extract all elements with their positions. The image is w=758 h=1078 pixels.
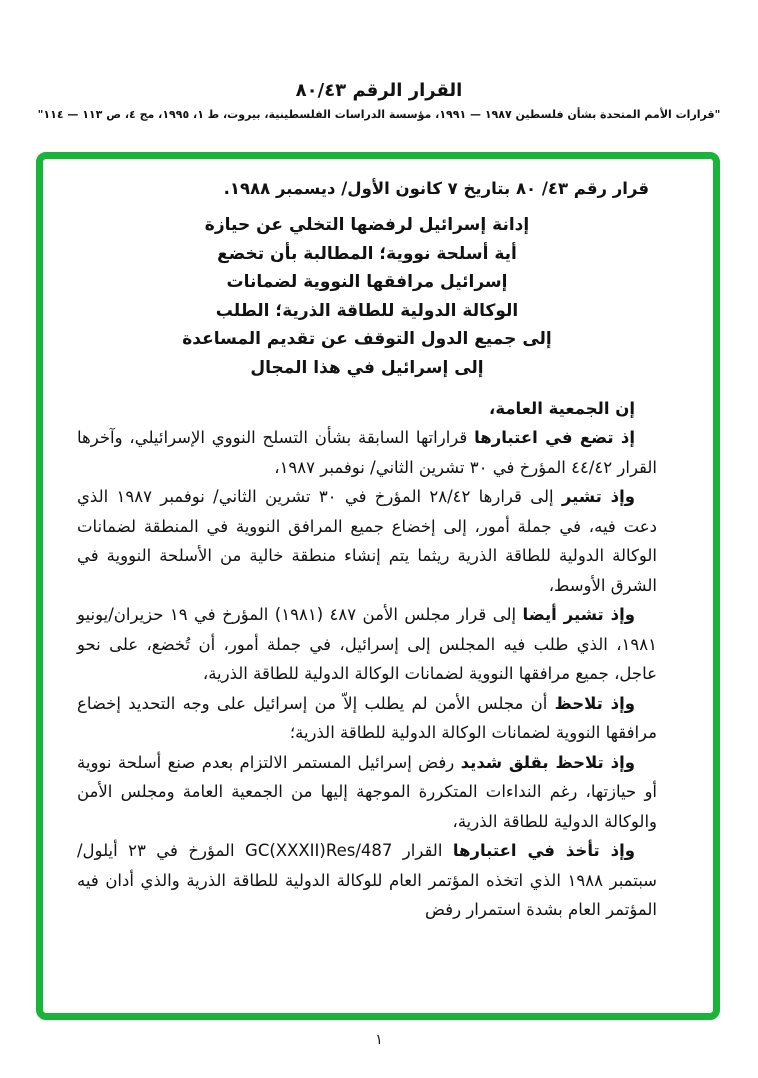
heading-line: إسرائيل مرافقها النووية لضمانات (226, 272, 508, 292)
resolution-box (36, 152, 720, 1020)
preamble-paragraph (77, 423, 657, 482)
resolution-date-line: قرار رقم ٤٣/ ٨٠ بتاريخ ٧ كانون الأول/ ديسمبر ١٩٨٨. (223, 179, 649, 198)
preamble-paragraph (77, 600, 657, 689)
resolution-heading (77, 211, 657, 382)
preamble-paragraph (77, 836, 657, 925)
paragraph-lead: وإذ تأخذ في اعتبارها (452, 841, 635, 860)
preamble-paragraph (77, 689, 657, 748)
heading-line: الوكالة الدولية للطاقة الذرية؛ الطلب (215, 300, 519, 321)
preamble-paragraph (77, 482, 657, 600)
paragraph-body: قراراتها السابقة بشأن التسلح النووي الإسرائيلي، وآخرها القرار ٤٤/٤٢ المؤرخ في ٣٠ تشرين الثاني/ نوفمبر ١٩٨٧، (77, 428, 657, 477)
heading-line: إلى جميع الدول التوقف عن تقديم المساعدة (182, 329, 552, 349)
heading-line: أية أسلحة نووية؛ المطالبة بأن تخضع (217, 243, 517, 264)
paragraph-lead: وإذ تلاحظ (554, 693, 635, 713)
paragraph-body: إلى قرارها ٢٨/٤٢ المؤرخ في ٣٠ تشرين الثاني/ نوفمبر ١٩٨٧ الذي دعت فيه، في جملة أمور، إلى إخضاع جميع المرافق النووية في المنطقة لضمانات الوكالة الدولية للطاقة الذرية ريثما يتم إنشاء منطقة خالية من الأسلحة النووية في الشرق الأوسط، (77, 487, 657, 595)
paragraph-lead: إذ تضع في اعتبارها (474, 428, 636, 447)
preamble-paragraph (77, 748, 657, 837)
paragraph-body: إلى قرار مجلس الأمن ٤٨٧ (١٩٨١) المؤرخ في ١٩ حزيران/يونيو ١٩٨١، الذي طلب فيه المجلس إلى إسرائيل، في جملة أمور، أن تُخضع، على نحو عاجل، جميع مرافقها النووية لضمانات الوكالة الدولية للطاقة الذرية، (77, 605, 657, 683)
page-number: ١ (375, 1032, 383, 1048)
document-header (0, 80, 758, 121)
paragraph-body: القرار GC(XXXII)Res/487 المؤرخ في ٢٣ أيلول/سبتمبر ١٩٨٨ الذي اتخذه المؤتمر العام للوكالة الدولية للطاقة الذرية والذي أدان فيه المؤتمر العام بشدة استمرار رفض (77, 841, 657, 919)
paragraph-lead: وإذ تشير أيضا (522, 605, 635, 624)
paragraph-lead: وإذ تشير (561, 487, 636, 506)
page-title: القرار الرقم ٨٠/٤٣ (295, 80, 463, 101)
source-citation: "قرارات الأمم المتحدة بشأن فلسطين ١٩٨٧ — ١٩٩١، مؤسسة الدراسات الفلسطينية، بيروت، ط ١، ١٩٩٥، مج ٤، ص ١١٣ — ١١٤" (37, 108, 721, 121)
resolution-opening: إن الجمعية العامة، (489, 399, 635, 418)
heading-line: إدانة إسرائيل لرفضها التخلي عن حيازة (204, 215, 530, 235)
paragraph-body: أن مجلس الأمن لم يطلب إلاّ من إسرائيل على وجه التحديد إخضاع مرافقها النووية لضمانات الوكالة الدولية للطاقة الذرية؛ (77, 693, 657, 742)
heading-line: إلى إسرائيل في هذا المجال (250, 357, 484, 378)
paragraph-body: رفض إسرائيل المستمر الالتزام بعدم صنع أسلحة نووية أو حيازتها، رغم النداءات المتكررة الموجهة إليها من الجمعية العامة ومجلس الأمن والوكالة الدولية للطاقة الذرية، (77, 752, 657, 831)
paragraph-lead: وإذ تلاحظ بقلق شديد (460, 752, 635, 772)
